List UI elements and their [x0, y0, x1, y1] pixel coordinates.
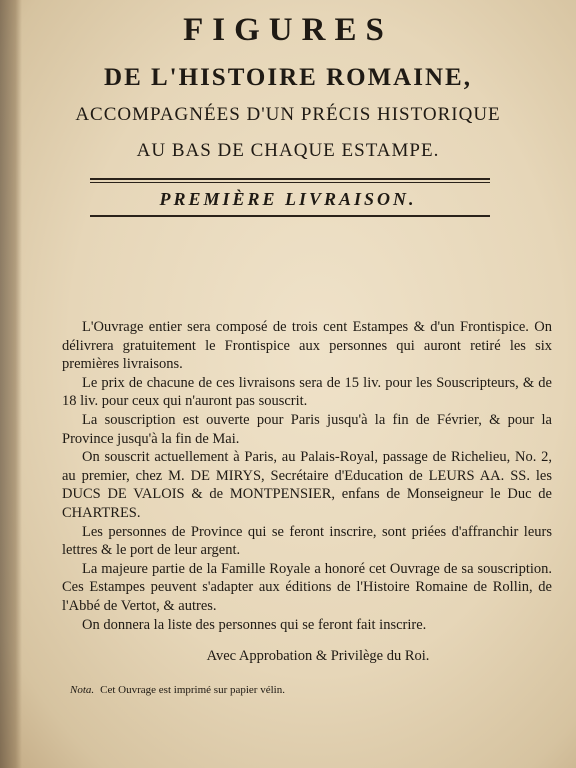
approbation-line: Avec Approbation & Privilège du Roi.	[206, 648, 430, 664]
body-text	[62, 318, 552, 634]
paragraph: On souscrit actuellement à Paris, au Palais-Royal, passage de Richelieu, No. 2, au premier, chez M. DE MIRYS, Secrétaire d'Education de LEURS AA. SS. les DUCS DE VALOIS & de MONTPENSIER, enfans de Monseigneur le Duc de CHARTRES.	[62, 449, 552, 521]
title: FIGURES	[183, 12, 393, 48]
divider-top	[90, 178, 490, 180]
subtitle-line-2: DE L'HISTOIRE ROMAINE,	[104, 64, 472, 91]
paragraph: Le prix de chacune de ces livraisons sera de 15 liv. pour les Souscripteurs, & de 18 liv. pour ceux qui n'auront pas souscrit.	[62, 374, 552, 410]
divider-top-thin	[90, 182, 490, 183]
paragraph: La majeure partie de la Famille Royale a honoré cet Ouvrage de sa souscription. Ces Estampes peuvent s'adapter aux éditions de l'Histoire Romaine de Rollin, de l'Abbé de Vertot, & autres.	[62, 560, 552, 614]
paragraph: Les personnes de Province qui se feront inscrire, sont priées d'affranchir leurs lettres & le port de leur argent.	[62, 523, 552, 559]
nota-label: Nota.	[70, 684, 95, 696]
paragraph: L'Ouvrage entier sera composé de trois cent Estampes & d'un Frontispice. On délivrera gratuitement le Frontispice aux personnes qui auront retiré les six premières livraisons.	[62, 319, 552, 373]
nota-line	[70, 684, 285, 696]
divider-bottom	[90, 215, 490, 217]
paragraph: On donnera la liste des personnes qui se feront fait inscrire.	[82, 616, 427, 633]
livraison-heading: PREMIÈRE LIVRAISON.	[159, 189, 417, 209]
subtitle-line-3: ACCOMPAGNÉES D'UN PRÉCIS HISTORIQUE	[75, 104, 501, 125]
nota-text: Cet Ouvrage est imprimé sur papier vélin.	[100, 684, 285, 696]
paragraph: La souscription est ouverte pour Paris jusqu'à la fin de Février, & pour la Province jusqu'à la fin de Mai.	[62, 411, 552, 447]
subtitle-line-4: AU BAS DE CHAQUE ESTAMPE.	[136, 140, 440, 161]
